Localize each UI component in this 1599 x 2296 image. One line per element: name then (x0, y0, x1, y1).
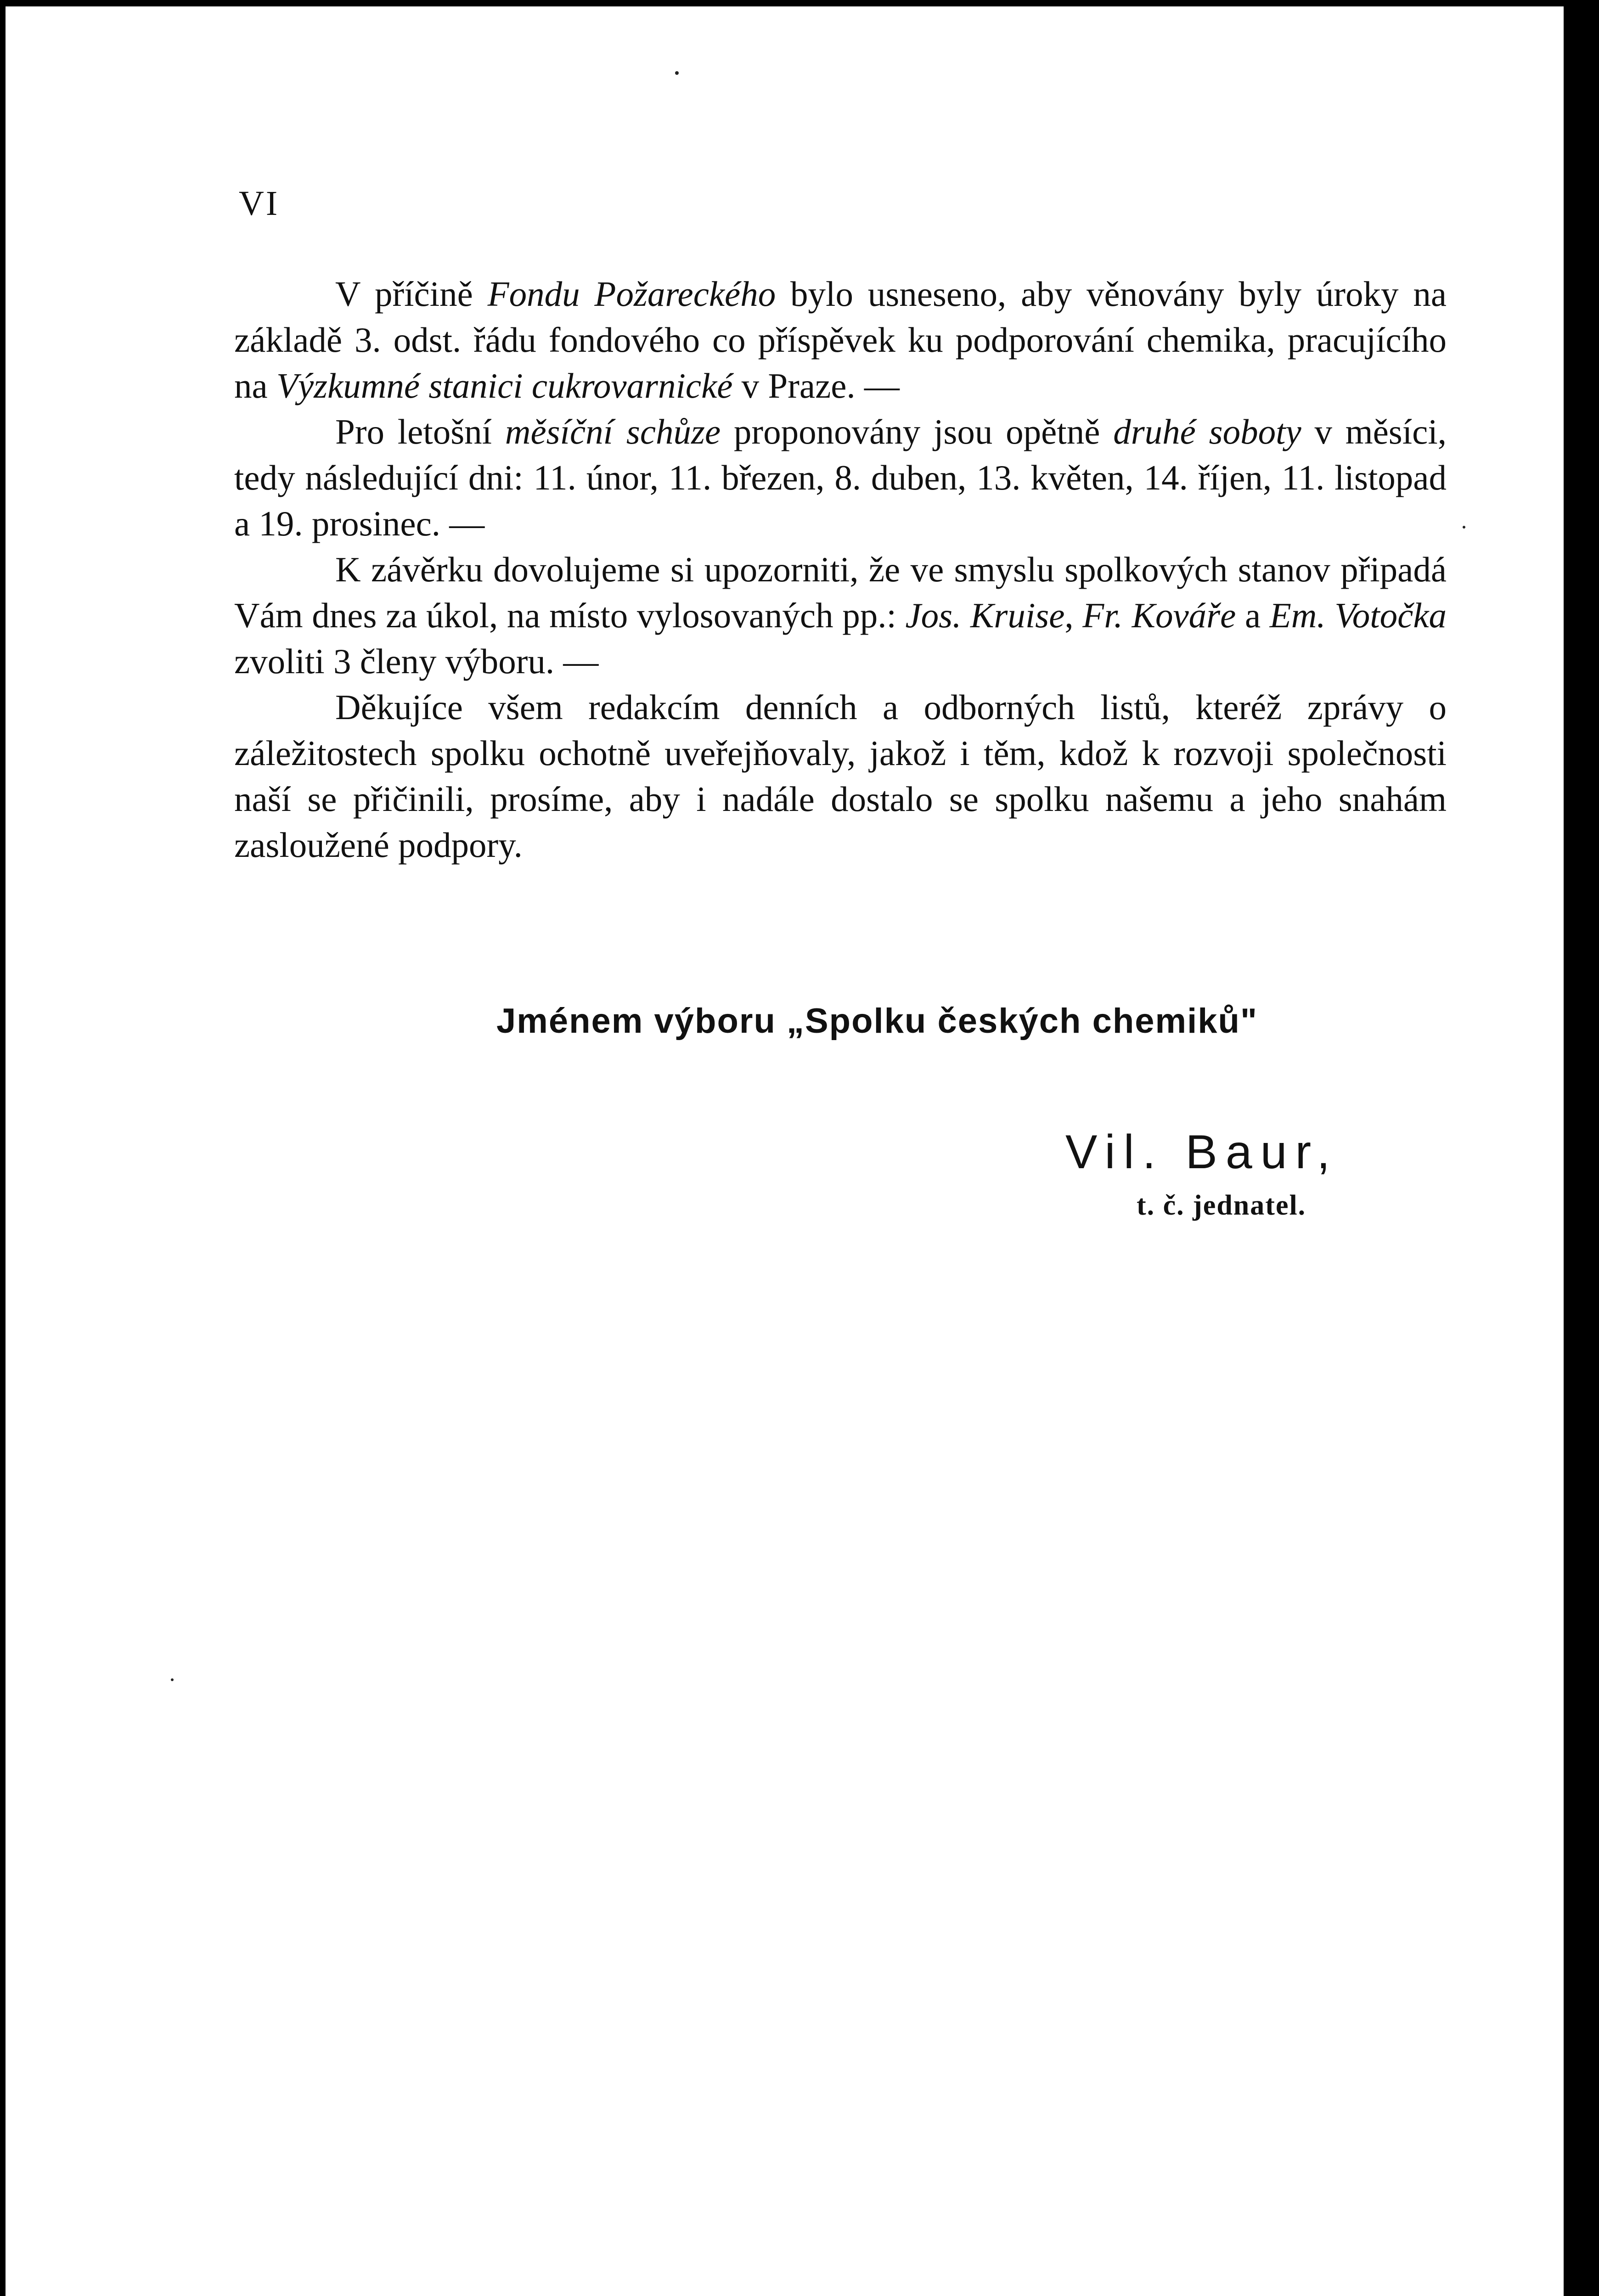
text-segment: v Praze. — (732, 366, 900, 405)
signer-name: Vil. Baur, (1065, 1125, 1339, 1179)
scan-speck (1463, 526, 1465, 529)
text-segment-italic: Jos. Kruise (905, 596, 1065, 635)
signer-role: t. č. jednatel. (1137, 1190, 1306, 1221)
text-segment: , (1064, 596, 1083, 635)
committee-signature-line: Jménem výboru „Spolku českých chemiků" (496, 1002, 1258, 1041)
text-segment: zvoliti 3 členy výboru. — (234, 642, 599, 681)
paragraph-fund (234, 271, 1447, 409)
text-segment-italic: Fr. Kováře (1082, 596, 1236, 635)
scan-edge-right (1564, 0, 1599, 2296)
text-segment: a (1236, 596, 1270, 635)
paragraph-election (234, 546, 1447, 684)
text-segment: Pro letošní (335, 412, 505, 451)
body-text (234, 271, 1447, 868)
text-segment-italic: Em. Votočka (1269, 596, 1447, 635)
scan-edge-left (0, 0, 6, 2296)
text-segment: Děkujíce všem redakcím denních a odborných listů, kteréž zprávy o záležitostech spolku ochotně uveřejňovaly, jakož i těm, kdož k rozvoji společnosti naší se přičinili, prosíme, aby i nadále dostalo se spolku našemu a jeho snahám zasloužené podpory. (234, 687, 1447, 865)
text-segment: V příčině (335, 274, 488, 314)
paragraph-thanks (234, 684, 1447, 868)
scan-edge-top (0, 0, 1599, 6)
text-segment-italic: Výzkumné stanici cukrovarnické (276, 366, 733, 405)
text-segment-italic: druhé soboty (1113, 412, 1301, 451)
text-segment-italic: Fondu Požareckého (487, 274, 776, 314)
text-segment: bylo usneseno, aby věnovány byly úroky na základě 3. odst. řádu fondového co příspěvek ku podporování chemika, pracujícího na (234, 274, 1447, 405)
page-number: VI (239, 184, 280, 223)
scan-speck (171, 1678, 174, 1681)
text-segment-italic: měsíční schůze (505, 412, 721, 451)
text-segment: K závěrku dovolujeme si upozorniti, že ve smyslu spolkových stanov připadá Vám dnes za úkol, na místo vylosovaných pp.: (234, 550, 1447, 635)
text-segment: v měsíci, tedy následující dni: 11. únor, 11. březen, 8. duben, 13. květen, 14. říjen, 11. listopad a 19. prosinec. — (234, 412, 1447, 543)
scan-speck (675, 71, 679, 75)
text-segment: proponovány jsou opětně (721, 412, 1114, 451)
paragraph-meetings (234, 409, 1447, 546)
